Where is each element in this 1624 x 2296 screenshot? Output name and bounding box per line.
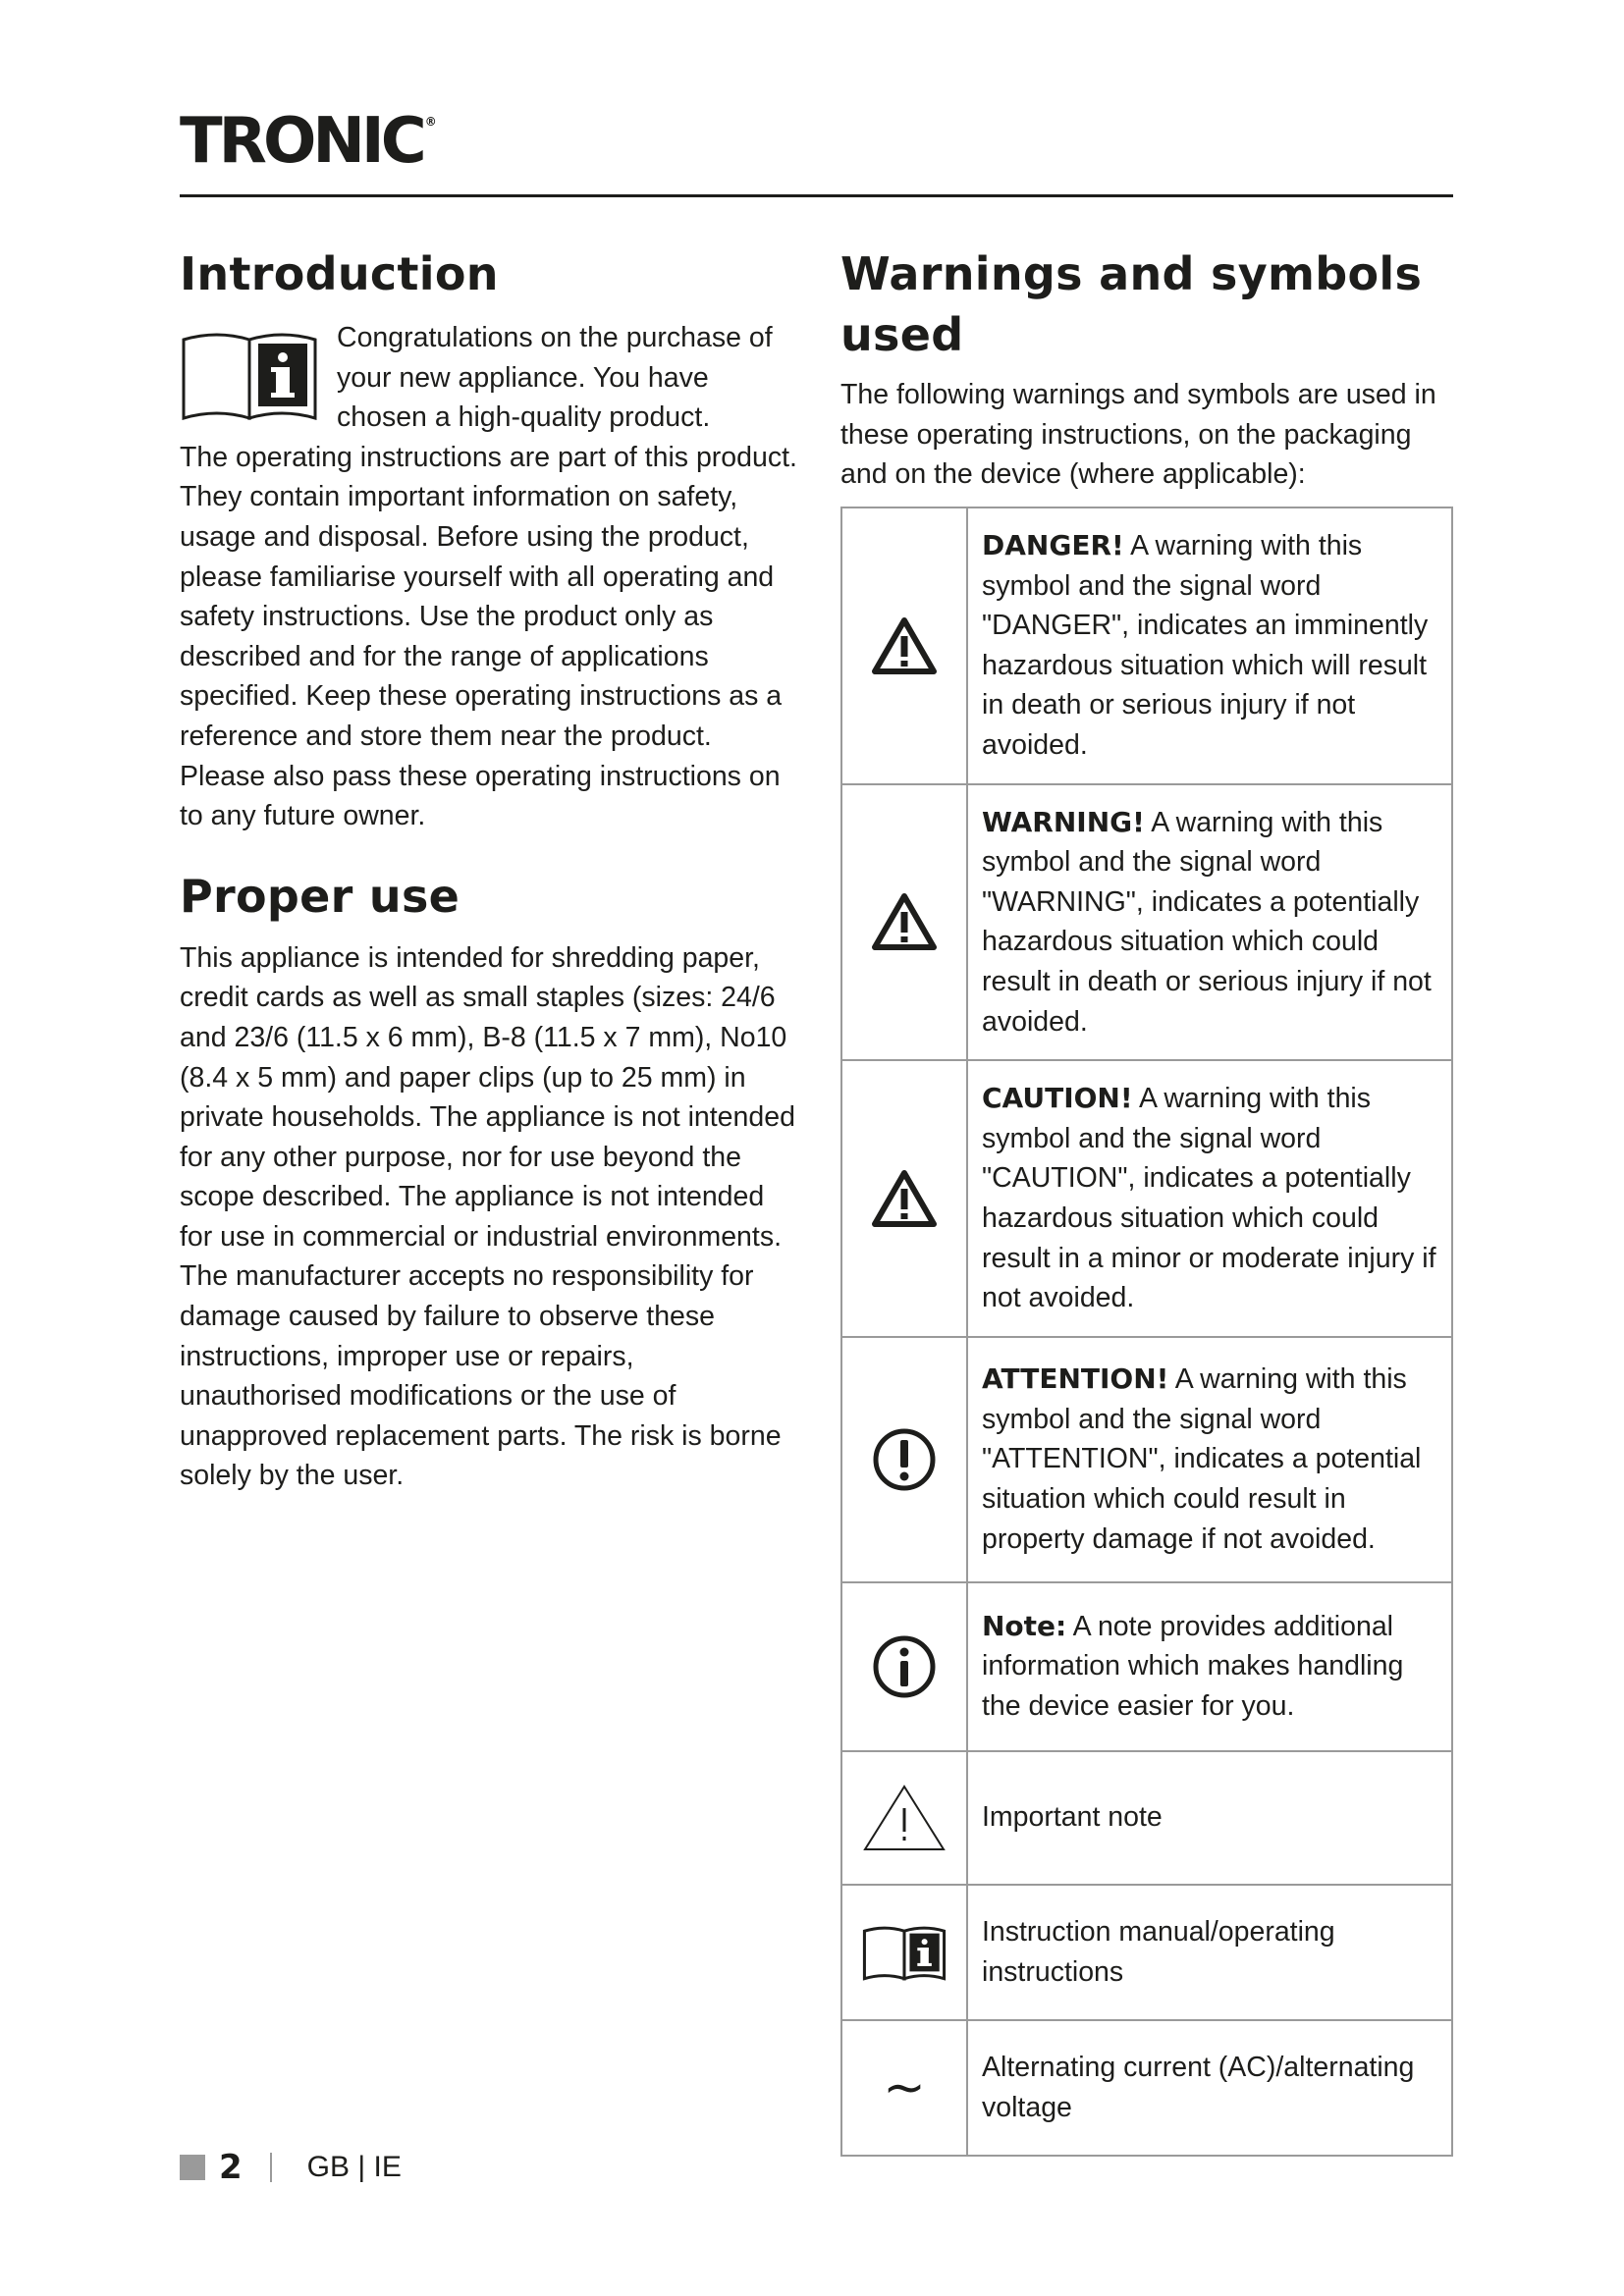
description-text: A note provides additional information which makes handling the device easier for you.	[982, 1610, 1404, 1722]
description-text: Important note	[982, 1801, 1163, 1834]
instruction-manual-icon	[862, 1922, 947, 1983]
description-cell	[967, 1885, 1452, 2020]
important-note-triangle-icon	[861, 1783, 947, 1853]
warnings-heading: Warnings and symbols used	[840, 247, 1423, 361]
symbol-cell	[841, 1885, 967, 2020]
tilde-icon: ~	[883, 2057, 926, 2117]
introduction-heading: Introduction	[180, 247, 499, 300]
description-cell	[967, 507, 1452, 784]
table-row	[841, 1885, 1452, 2020]
description-text: A warning with this symbol and the signal word "WARNING", indicates a potentially hazardous situation which could result in death or serious injury if not avoided.	[982, 806, 1432, 1038]
footer-divider	[270, 2153, 272, 2182]
warning-triangle-icon	[871, 1169, 938, 1228]
table-row	[841, 1582, 1452, 1751]
warning-triangle-icon	[871, 892, 938, 951]
warnings-intro: The following warnings and symbols are used in these operating instructions, on the packaging and on the device (where applicable):	[840, 379, 1436, 491]
description-text: Alternating current (AC)/alternating voltage	[982, 2052, 1415, 2123]
introduction-body: The operating instructions are part of this product. They contain important information on safety, usage and disposal. Before using the product, please familiarise yourself with all operating and safety instructions. Use the product only as described and for the range of applications specified. Keep these operating instructions as a reference and store them near the product. Please also pass these operating instructions on to any future owner.	[180, 441, 797, 832]
symbol-cell	[841, 1337, 967, 1582]
proper-use-paragraph-1: This appliance is intended for shredding paper, credit cards as well as small staples (sizes: 24/6 and 23/6 (11.5 x 6 mm), B-8 (11.5 x 7 mm), No10 (8.4 x 5 mm) and paper clips (up to 25 mm) in private households. The appliance is not intended for any other purpose, nor for use beyond the scope described. The appliance is not intended for use in commercial or industrial environments.	[180, 941, 795, 1253]
signal-word: Note:	[982, 1609, 1067, 1642]
description-cell	[967, 1060, 1452, 1337]
description-text: Instruction manual/operating instructions	[982, 1916, 1335, 1988]
page-number: 2	[219, 2148, 243, 2187]
symbol-cell	[841, 1060, 967, 1337]
signal-word: WARNING!	[982, 805, 1145, 838]
table-row	[841, 1060, 1452, 1337]
proper-use-paragraph-2: The manufacturer accepts no responsibility for damage caused by failure to observe these instructions, improper use or repairs, unauthorised modifications or the use of unapproved replacement parts. The risk is borne solely by the user.	[180, 1260, 782, 1492]
page-footer	[180, 2148, 402, 2187]
right-column	[840, 243, 1453, 495]
description-text: A warning with this symbol and the signal word "CAUTION", indicates a potentially hazardous situation which could result in a minor or moderate injury if not avoided.	[982, 1083, 1436, 1314]
symbol-cell	[841, 1582, 967, 1751]
description-cell	[967, 1751, 1452, 1885]
info-circle-icon	[871, 1633, 938, 1700]
table-row	[841, 1751, 1452, 1885]
footer-square-icon	[180, 2155, 205, 2180]
table-row	[841, 1337, 1452, 1582]
description-cell	[967, 784, 1452, 1061]
introduction-block	[180, 318, 798, 836]
symbol-cell	[841, 2020, 967, 2156]
registered-mark: ®	[424, 115, 437, 129]
table-row	[841, 784, 1452, 1061]
header-rule	[180, 194, 1453, 197]
table-row	[841, 2020, 1452, 2156]
brand-logo	[180, 105, 437, 178]
brand-name: TRONIC	[180, 105, 423, 178]
footer-language: GB | IE	[306, 2151, 402, 2183]
signal-word: DANGER!	[982, 529, 1124, 561]
proper-use-heading: Proper use	[180, 869, 460, 923]
exclamation-circle-icon	[871, 1426, 938, 1493]
description-text: A warning with this symbol and the signal word "ATTENTION", indicates a potential situation which could result in property damage if not avoided.	[982, 1363, 1422, 1555]
introduction-lead: Congratulations on the purchase of your new appliance. You have chosen a high-quality product.	[337, 322, 773, 434]
instruction-manual-icon	[180, 326, 319, 424]
table-row	[841, 507, 1452, 784]
warnings-table	[840, 507, 1453, 2157]
signal-word: CAUTION!	[982, 1082, 1133, 1115]
symbol-cell	[841, 1751, 967, 1885]
left-column	[180, 243, 798, 1496]
symbol-cell	[841, 507, 967, 784]
warning-triangle-icon	[871, 616, 938, 675]
description-text: A warning with this symbol and the signal word "DANGER", indicates an imminently hazardous situation which will result in death or serious injury if not avoided.	[982, 530, 1429, 761]
description-cell	[967, 1582, 1452, 1751]
description-cell	[967, 2020, 1452, 2156]
symbol-cell	[841, 784, 967, 1061]
description-cell	[967, 1337, 1452, 1582]
signal-word: ATTENTION!	[982, 1362, 1169, 1396]
